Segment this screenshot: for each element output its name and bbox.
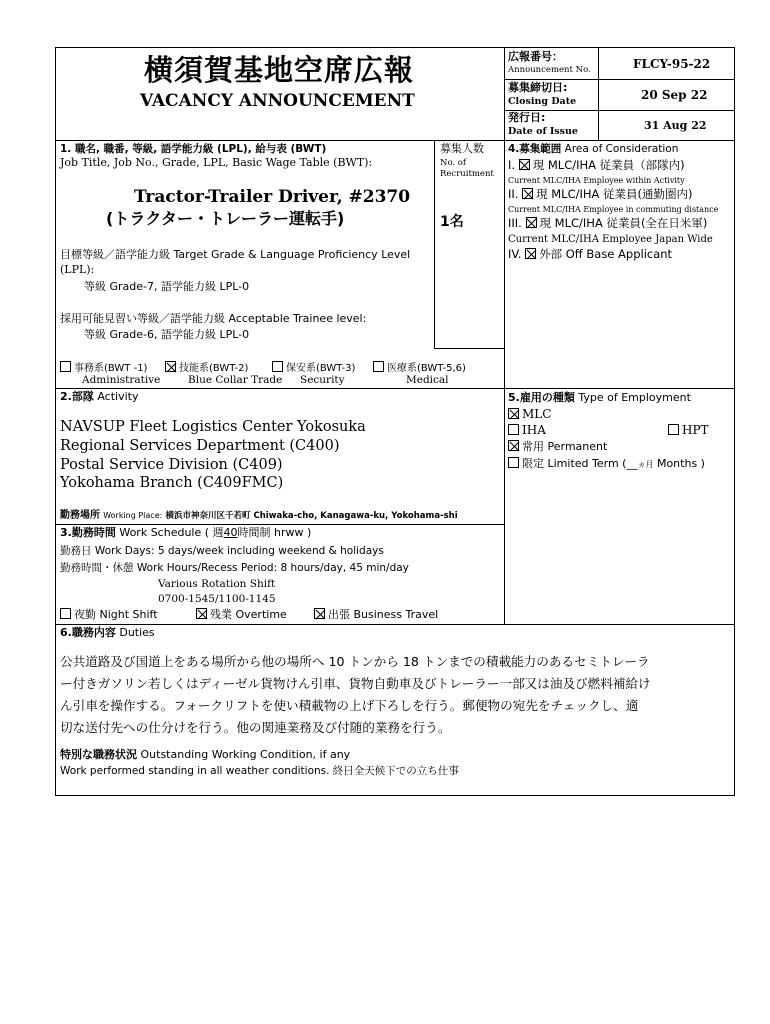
section3-label: 3.勤務時間 Work Schedule ( 週40時間制 hrww ) <box>60 526 312 539</box>
target-grade-label: 目標等級／語学能力級 Target Grade & Language Proficiency Level <box>60 248 411 261</box>
area-option-1: I. 現 MLC/IHA 従業員（部隊内) <box>508 158 685 172</box>
category-security-checkbox[interactable] <box>272 361 283 372</box>
category-blue-collar-checkbox[interactable] <box>165 361 176 372</box>
section4-label: 4.募集範囲 Area of Consideration <box>508 143 679 155</box>
recruitment-value: 1名 <box>440 214 464 230</box>
employment-permanent: 常用 Permanent <box>508 440 607 454</box>
night-shift-checkbox[interactable] <box>60 608 71 619</box>
area-option-2-sub: Current MLC/IHA Employee in commuting distance <box>508 205 719 214</box>
employment-mlc-checkbox[interactable] <box>508 408 519 419</box>
area-option-4: IV. 外部 Off Base Applicant <box>508 247 673 261</box>
category-security: 保安系(BWT-3) <box>272 361 355 375</box>
trainee-level-label: 採用可能見習い等級／語学能力級 Acceptable Trainee level: <box>60 312 367 325</box>
section6-label: 6.職務内容 Duties <box>60 626 155 639</box>
area-option-4-checkbox[interactable] <box>525 248 536 259</box>
recruitment-label-en-2: Recruitment <box>440 169 494 179</box>
employment-iha: IHA <box>508 424 546 438</box>
outstanding-value: Work performed standing in all weather conditions. 終日全天候下での立ち仕事 <box>60 765 459 777</box>
working-place: 勤務場所 Working Place: 横浜市神奈川区千若町 Chiwaka-cho, Kanagawa-ku, Yokohama-shi <box>60 510 458 521</box>
category-administrative: 事務系(BWT -1) <box>60 361 147 375</box>
section5-label: 5.雇用の種類 Type of Employment <box>508 391 691 404</box>
area-option-1-sub: Current MLC/IHA Employee within Activity <box>508 176 685 185</box>
overtime-checkbox[interactable] <box>196 608 207 619</box>
employment-hpt: HPT <box>668 424 709 438</box>
category-medical-checkbox[interactable] <box>373 361 384 372</box>
duties-line-4: 切な送付先への仕分けを行う。他の関連業務及び付随的業務を行う。 <box>60 720 451 735</box>
closing-date-label-jp: 募集締切日: <box>508 81 568 94</box>
trainee-level-value: 等級 Grade-6, 語学能力級 LPL-0 <box>84 328 250 341</box>
category-medical: 医療系(BWT-5,6) <box>373 361 466 375</box>
category-blue-collar-en: Blue Collar Trade <box>188 374 283 386</box>
announcement-no-label-en: Announcement No. <box>508 65 591 75</box>
category-administrative-checkbox[interactable] <box>60 361 71 372</box>
rotation-shift: Various Rotation Shift <box>158 578 276 590</box>
night-shift: 夜勤 Night Shift <box>60 608 158 622</box>
closing-date-value: 20 Sep 22 <box>641 88 708 102</box>
title-jp: 横須賀基地空席広報 <box>144 53 415 87</box>
date-of-issue-value: 31 Aug 22 <box>644 119 707 132</box>
section1-label-en: Job Title, Job No., Grade, LPL, Basic Wage Table (BWT): <box>60 156 373 169</box>
title-en: VACANCY ANNOUNCEMENT <box>140 91 415 111</box>
date-of-issue-label-jp: 発行日: <box>508 111 546 124</box>
category-security-en: Security <box>300 374 345 386</box>
employment-permanent-checkbox[interactable] <box>508 440 519 451</box>
recruitment-label-jp: 募集人数 <box>440 142 484 155</box>
category-administrative-en: Administrative <box>82 374 161 386</box>
section2-label: 2.部隊 Activity <box>60 390 139 403</box>
area-option-2: II. 現 MLC/IHA 従業員(通勤圏内) <box>508 187 693 201</box>
outstanding-label: 特別な職務状況 Outstanding Working Condition, if any <box>60 748 351 761</box>
area-option-2-checkbox[interactable] <box>522 188 533 199</box>
closing-date-label-en: Closing Date <box>508 96 577 107</box>
duties-line-1: 公共道路及び国道上をある場所から他の場所へ 10 トンから 18 トンまでの積載能力のあるセミトレーラ <box>60 654 650 669</box>
employment-limited: 限定 Limited Term (__ヵ月 Months ) <box>508 457 705 471</box>
employment-iha-checkbox[interactable] <box>508 424 519 435</box>
activity-line-1: NAVSUP Fleet Logistics Center Yokosuka <box>60 419 366 435</box>
area-option-3-sub: Current MLC/IHA Employee Japan Wide <box>508 234 713 245</box>
activity-line-3: Postal Service Division (C409) <box>60 457 283 473</box>
activity-line-2: Regional Services Department (C400) <box>60 438 340 454</box>
employment-limited-checkbox[interactable] <box>508 457 519 468</box>
target-grade-value: 等級 Grade-7, 語学能力級 LPL-0 <box>84 280 250 293</box>
section1-label-jp: 1. 職名, 職番, 等級, 語学能力級 (LPL), 給与表 (BWT) <box>60 143 327 155</box>
area-option-3-checkbox[interactable] <box>526 217 537 228</box>
category-blue-collar: 技能系(BWT-2) <box>165 361 248 375</box>
vacancy-announcement-form <box>55 47 735 796</box>
job-title-jp: (トラクター・トレーラー運転手) <box>106 209 345 228</box>
employment-hpt-checkbox[interactable] <box>668 424 679 435</box>
work-days: 勤務日 Work Days: 5 days/week including weekend & holidays <box>60 545 384 557</box>
recruitment-label-en-1: No. of <box>440 158 467 168</box>
employment-mlc: MLC <box>508 408 551 422</box>
announcement-no-label-jp: 広報番号： <box>508 50 563 63</box>
duties-line-2: ー付きガソリン若しくはディーゼル貨物けん引車、貨物自動車及びトレーラー一部又は油及び燃料補給け <box>60 676 651 691</box>
target-grade-label-2: (LPL): <box>60 263 95 276</box>
duties-line-3: ん引車を操作する。フォークリフトを使い積載物の上げ下ろしを行う。郵便物の宛先をチェックし、適 <box>60 698 639 713</box>
announcement-no-value: FLCY-95-22 <box>633 57 711 71</box>
activity-line-4: Yokohama Branch (C409FMC) <box>60 475 284 491</box>
overtime: 残業 Overtime <box>196 608 287 622</box>
work-hours: 勤務時間・休憩 Work Hours/Recess Period: 8 hours/day, 45 min/day <box>60 562 409 574</box>
date-of-issue-label-en: Date of Issue <box>508 126 578 137</box>
area-option-3: III. 現 MLC/IHA 従業員(全在日米軍) <box>508 216 708 230</box>
business-travel: 出張 Business Travel <box>314 608 438 622</box>
area-option-1-checkbox[interactable] <box>519 159 530 170</box>
category-medical-en: Medical <box>406 374 449 386</box>
business-travel-checkbox[interactable] <box>314 608 325 619</box>
job-title-en: Tractor-Trailer Driver, #2370 <box>134 187 411 207</box>
shift-times: 0700-1545/1100-1145 <box>158 593 276 605</box>
